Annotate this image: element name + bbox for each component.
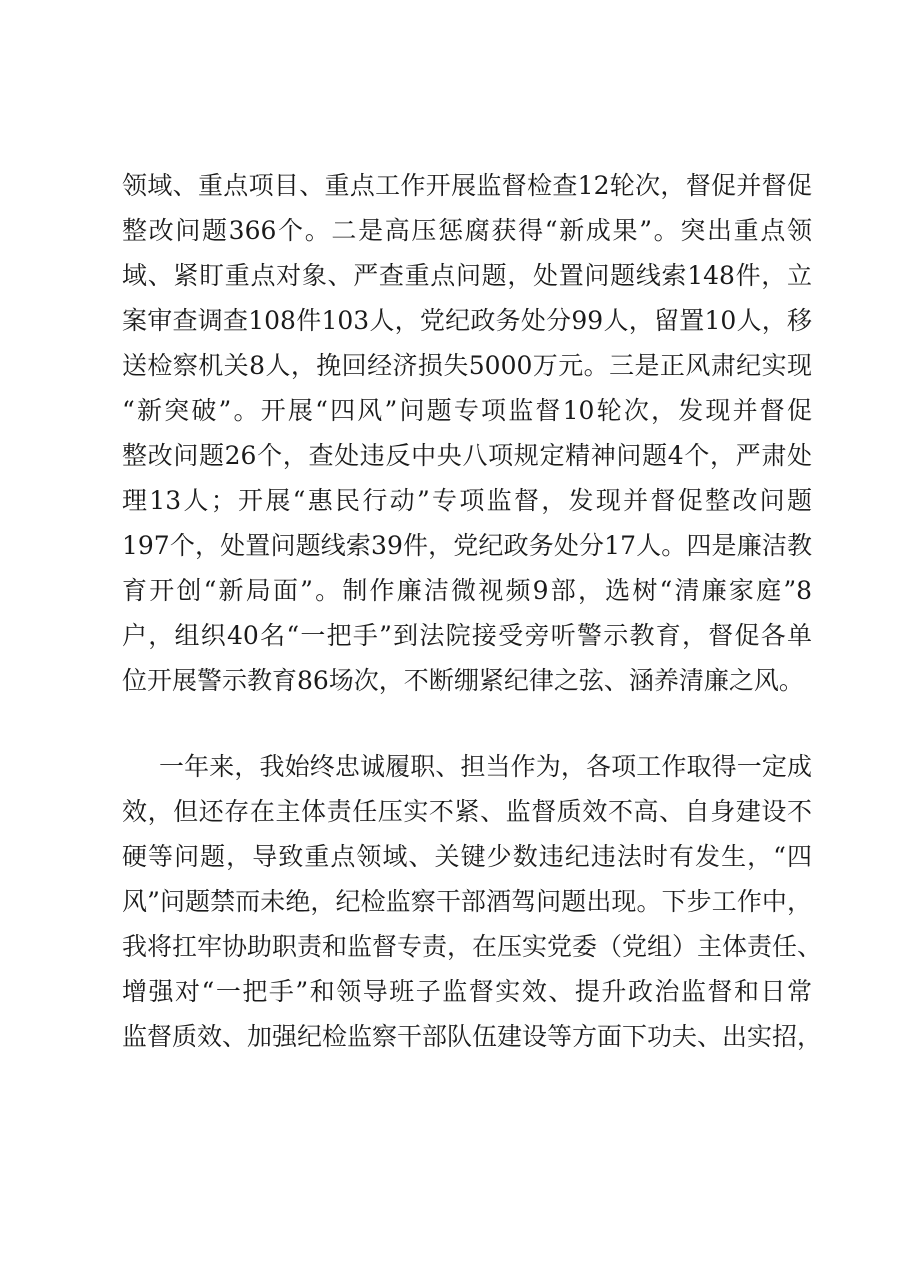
text-line: 增强对“一把手”和领导班子监督实效、提升政治监督和日常	[122, 977, 812, 1006]
text-line: 育开创“新局面”。制作廉洁微视频9部，选树“清廉家庭”8	[122, 576, 812, 605]
text-line: 197个，处置问题线索39件，党纪政务处分17人。四是廉洁教	[122, 531, 812, 560]
text-line: 域、紧盯重点对象、严查重点问题，处置问题线索148件，立	[122, 261, 812, 290]
paragraph-1	[122, 163, 812, 703]
text-line: 领域、重点项目、重点工作开展监督检查12轮次，督促并督促	[122, 171, 812, 200]
text-line: 送检察机关8人，挽回经济损失5000万元。三是正风肃纪实现	[122, 351, 812, 380]
text-line: 风”问题禁而未绝，纪检监察干部酒驾问题出现。下步工作中，	[122, 887, 812, 916]
text-line: 案审查调查108件103人，党纪政务处分99人，留置10人，移	[122, 306, 812, 335]
paragraph-2	[122, 744, 823, 1059]
text-line: 我将扛牢协助职责和监督专责，在压实党委（党组）主体责任、	[122, 932, 823, 961]
text-line: 整改问题366个。二是高压惩腐获得“新成果”。突出重点领	[122, 216, 812, 245]
text-line: 整改问题26个，查处违反中央八项规定精神问题4个，严肃处	[122, 441, 812, 470]
text-line: 理13人；开展“惠民行动”专项监督，发现并督促整改问题	[122, 486, 812, 515]
text-line: 位开展警示教育86场次，不断绷紧纪律之弦、涵养清廉之风。	[122, 666, 804, 695]
text-line: 效，但还存在主体责任压实不紧、监督质效不高、自身建设不	[122, 797, 812, 826]
text-line: 一年来，我始终忠诚履职、担当作为，各项工作取得一定成	[159, 752, 812, 781]
text-line: “新突破”。开展“四风”问题专项监督10轮次，发现并督促	[122, 396, 812, 425]
text-line: 硬等问题，导致重点领域、关键少数违纪违法时有发生，“四	[122, 842, 812, 871]
text-line: 监督质效、加强纪检监察干部队伍建设等方面下功夫、出实招，	[122, 1022, 823, 1051]
text-line: 户，组织40名“一把手”到法院接受旁听警示教育，督促各单	[122, 621, 812, 650]
